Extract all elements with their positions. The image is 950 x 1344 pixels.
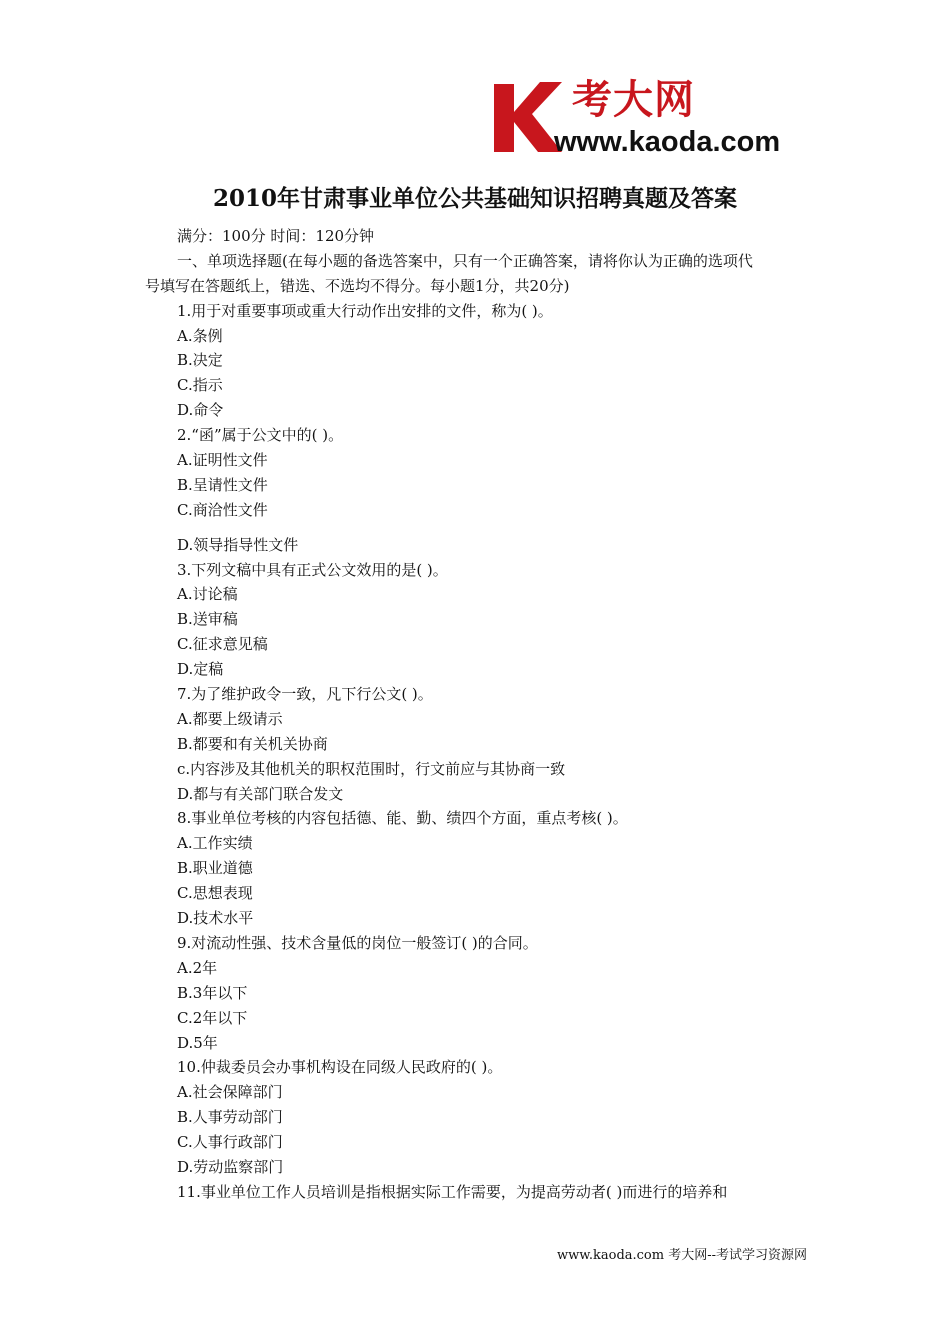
question-7: 7.为了维护政令一致，凡下行公文( )。 — [177, 685, 433, 704]
document-title: 2010年甘肃事业单位公共基础知识招聘真题及答案 — [212, 185, 737, 212]
question-1-option-d: D.命令 — [177, 401, 224, 420]
question-10-option-a: A.社会保障部门 — [177, 1083, 283, 1102]
question-2-option-c: C.商洽性文件 — [177, 500, 268, 519]
question-2: 2.“函”属于公文中的( )。 — [177, 426, 344, 445]
question-1-option-a: A.条例 — [177, 326, 223, 345]
question-11: 11.事业单位工作人员培训是指根据实际工作需要，为提高劳动者( )而进行的培养和 — [177, 1182, 728, 1201]
question-7-option-c: c.内容涉及其他机关的职权范围时，行文前应与其协商一致 — [177, 759, 566, 778]
question-10-option-d: D.劳动监察部门 — [177, 1157, 284, 1176]
exam-meta: 满分：100分 时间：120分钟 — [177, 227, 375, 245]
section-intro-line-2: 号填写在答题纸上，错选、不选均不得分。每小题1分，共20分) — [145, 276, 570, 295]
logo-chinese-name: 考大网 — [572, 77, 695, 123]
question-3: 3.下列文稿中具有正式公文效用的是( )。 — [177, 560, 448, 579]
question-3-option-a: A.讨论稿 — [177, 585, 238, 604]
question-8-option-b: B.职业道德 — [177, 859, 253, 878]
question-3-option-c: C.征求意见稿 — [177, 635, 268, 654]
question-10-option-b: B.人事劳动部门 — [177, 1108, 283, 1127]
question-9-option-d: D.5年 — [177, 1033, 218, 1052]
question-3-option-b: B.送审稿 — [177, 610, 238, 629]
logo-url: www.kaoda.com — [554, 126, 781, 158]
question-9-option-c: C.2年以下 — [177, 1008, 248, 1027]
question-7-option-d: D.都与有关部门联合发文 — [177, 784, 344, 803]
question-1-option-c: C.指示 — [177, 376, 223, 395]
document-body — [145, 224, 813, 1205]
question-9-option-a: A.2年 — [177, 958, 218, 977]
question-8: 8.事业单位考核的内容包括德、能、勤、绩四个方面，重点考核( )。 — [177, 809, 628, 828]
question-1-option-b: B.决定 — [177, 351, 223, 370]
question-2-option-d: D.领导指导性文件 — [177, 535, 299, 554]
question-9: 9.对流动性强、技术含量低的岗位一般签订( )的合同。 — [177, 933, 538, 952]
question-7-option-a: A.都要上级请示 — [177, 709, 283, 728]
section-intro-line-1: 一、单项选择题(在每小题的备选答案中，只有一个正确答案，请将你认为正确的选项代 — [177, 251, 753, 270]
question-3-option-d: D.定稿 — [177, 660, 224, 679]
question-1: 1.用于对重要事项或重大行动作出安排的文件，称为( )。 — [177, 301, 553, 320]
question-2-option-b: B.呈请性文件 — [177, 475, 268, 494]
question-10-option-c: C.人事行政部门 — [177, 1133, 283, 1152]
kaoda-logo — [488, 76, 810, 160]
question-7-option-b: B.都要和有关机关协商 — [177, 734, 328, 753]
page-footer: www.kaoda.com 考大网--考试学习资源网 — [557, 1248, 807, 1263]
question-2-option-a: A.证明性文件 — [177, 451, 268, 470]
question-8-option-d: D.技术水平 — [177, 909, 254, 928]
question-8-option-c: C.思想表现 — [177, 884, 253, 903]
question-8-option-a: A.工作实绩 — [177, 834, 253, 853]
question-10: 10.仲裁委员会办事机构设在同级人民政府的( )。 — [177, 1058, 503, 1077]
question-9-option-b: B.3年以下 — [177, 983, 248, 1002]
